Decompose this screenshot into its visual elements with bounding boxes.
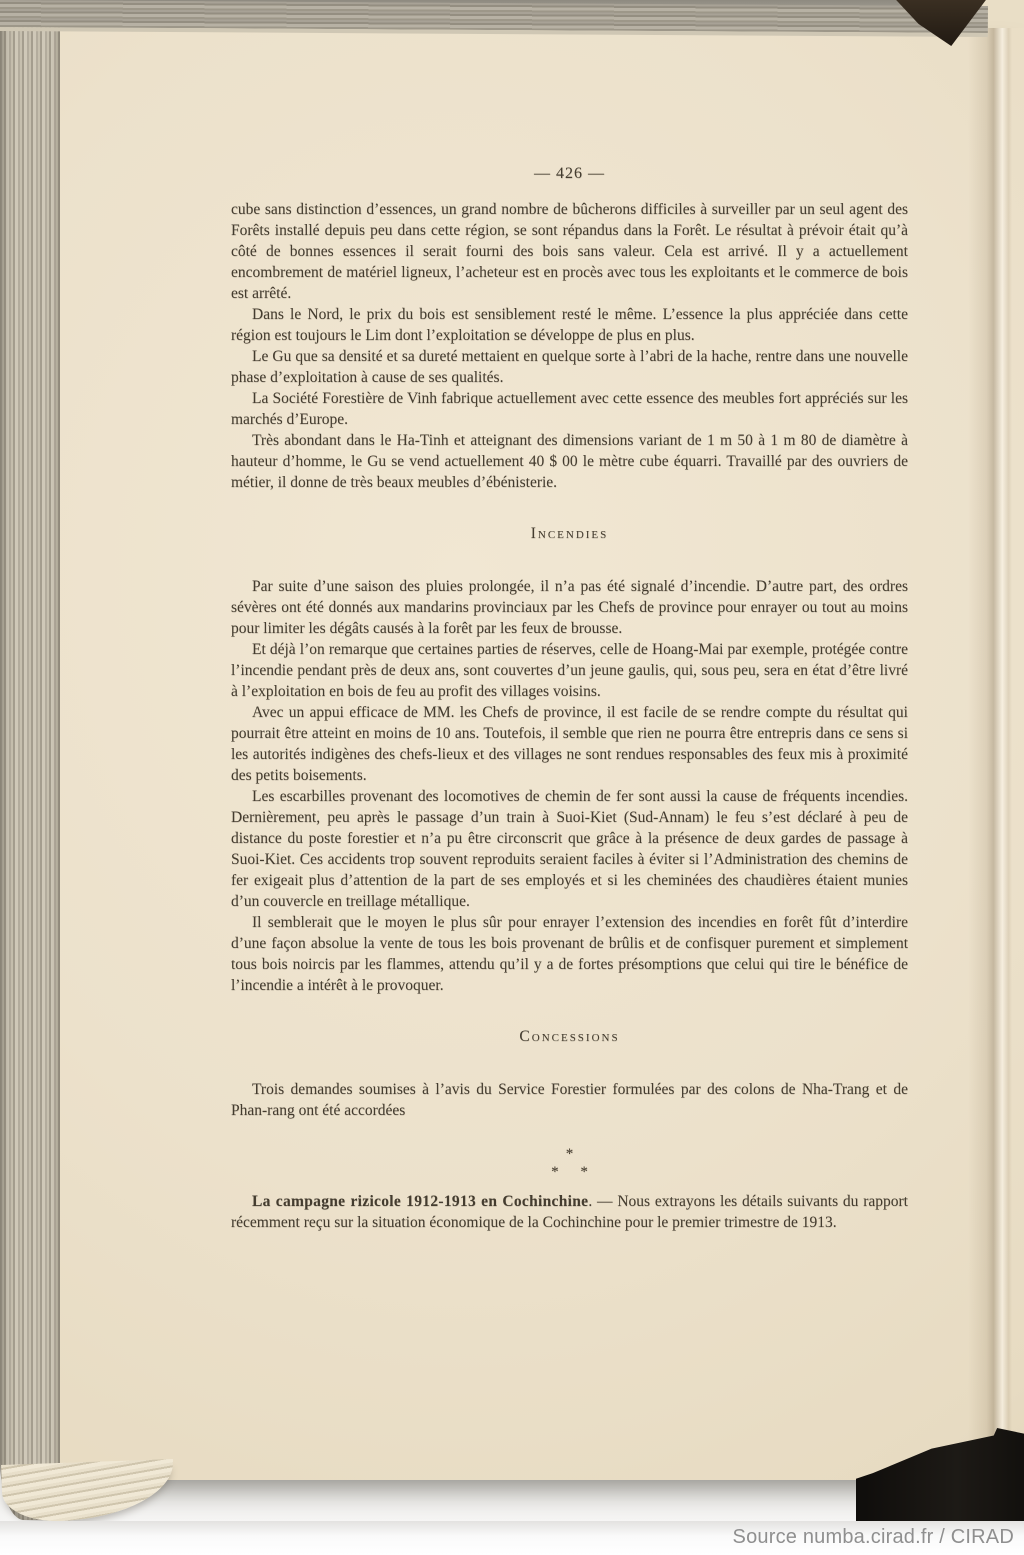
paragraph: [231, 430, 908, 493]
paragraph: [231, 1191, 908, 1233]
paragraph: [231, 576, 908, 639]
asterisk-separator: [231, 1145, 908, 1181]
separator-star-row: * *: [551, 1164, 588, 1180]
paragraph-text: . — Nous extrayons les détails suivants du rapport récemment reçu sur la situation économique de la Cochinchine pour le premier trimestre de 1913.: [231, 1193, 908, 1231]
paragraph: [231, 786, 908, 912]
paragraph: [231, 1079, 908, 1121]
paragraph: [231, 702, 908, 786]
page-content: [231, 199, 908, 1233]
book-top-page-edges: [0, 0, 988, 37]
paragraph-text: Les escarbilles provenant des locomotives de chemin de fer sont aussi la cause de fréquents incendies. Dernièrement, peu après le passage d’un train à Suoi-Kiet (Sud-Annam) le feu s’est déclaré à peu de distance du poste forestier et n’a pu être circonscrit que grâce à la présence de deux gardes de passage à Suoi-Kiet. Ces accidents trop souvent reproduits seraient faciles à éviter si l’Administration des chemins de fer exigeait plus d’attention de la part de ses employés et si les cheminées des chaudières étaient munies d’un couvercle en treillage métallique.: [231, 788, 908, 910]
page-curl-bottom-left: [1, 1459, 175, 1523]
paragraph: [231, 912, 908, 996]
paragraph-text: Avec un appui efficace de MM. les Chefs de province, il est facile de se rendre compte du résultat qui pourrait être atteint en moins de 10 ans. Toutefois, il semble que rien ne pourra être entrepris dans ce sens si les autorités indigènes des chefs-lieux et des villages ne sont rendues responsables des feux mis à proximité des petits boisements.: [231, 704, 908, 784]
section-heading: Incendies: [530, 525, 609, 542]
paragraph-text: Et déjà l’on remarque que certaines parties de réserves, celle de Hoang-Mai par exemple, protégée contre l’incendie pendant près de deux ans, sont couvertes d’un jeune gaulis, qui, sous peu, sera en état d’être livré à l’exploitation en bois de feu au profit des villages voisins.: [231, 641, 908, 700]
paragraph-text: La Société Forestière de Vinh fabrique actuellement avec cette essence des meubles fort appréciés sur les marchés d’Europe.: [231, 390, 908, 428]
paragraph-text: Très abondant dans le Ha-Tinh et atteignant des dimensions variant de 1 m 50 à 1 m 80 de diamètre à hauteur d’homme, le Gu se vend actuellement 40 $ 00 le mètre cube équarri. Travaillé par des ouvriers de métier, il donne de très beaux meubles d’ébénisterie.: [231, 432, 908, 491]
paragraph-text: Dans le Nord, le prix du bois est sensiblement resté le même. L’essence la plus appréciée dans cette région est toujours le Lim dont l’exploitation se développe de plus en plus.: [231, 306, 908, 344]
paragraph-text: Il semblerait que le moyen le plus sûr pour enrayer l’extension des incendies en forêt fût d’interdire d’une façon absolue la vente de tous les bois provenant de brûlis et de confisquer purement et simplement tous bois noircis par les flammes, attendu qu’il y a de fortes présomptions que celui qui tire le bénéfice de l’incendie a intérêt à le provoquer.: [231, 914, 908, 994]
paragraph: [231, 346, 908, 388]
paragraph-text: Le Gu que sa densité et sa dureté mettaient en quelque sorte à l’abri de la hache, rentre dans une nouvelle phase d’exploitation à cause de ses qualités.: [231, 348, 908, 386]
paragraph-text: Trois demandes soumises à l’avis du Service Forestier formulées par des colons de Nha-Trang et de Phan-rang ont été accordées: [231, 1081, 908, 1119]
paragraph: [231, 199, 908, 304]
gutter-crease: [968, 28, 1012, 1480]
page-number: — 426 —: [534, 165, 605, 182]
book-left-page-edges: [0, 24, 60, 1520]
paragraph-bold-lead: La campagne rizicole 1912-1913 en Cochinchine: [252, 1193, 589, 1210]
source-credit: Source numba.cirad.fr / CIRAD: [732, 1526, 1014, 1548]
paragraph: [231, 639, 908, 702]
paragraph-text: Par suite d’une saison des pluies prolongée, il n’a pas été signalé d’incendie. D’autre part, des ordres sévères ont été donnés aux mandarins provinciaux par les Chefs de province pour enrayer ou tout au moins pour limiter les dégâts causés à la forêt par les feux de brousse.: [231, 578, 908, 637]
paragraph: [231, 304, 908, 346]
paragraph-text: cube sans distinction d’essences, un grand nombre de bûcherons difficiles à surveiller par un seul agent des Forêts installé depuis peu dans cette région, se sont répandus dans la Forêt. Le résultat à prévoir était qu’à côté de bonnes essences il serait fourni des bois sans valeur. Cela est arrivé. Il y a actuellement encombrement de matériel ligneux, l’acheteur est en procès avec tous les exploitants et le commerce de bois est arrêté.: [231, 201, 908, 302]
section-heading: Concessions: [519, 1028, 620, 1045]
page-text: [231, 163, 908, 1233]
paragraph: [231, 388, 908, 430]
separator-star-top: *: [565, 1146, 574, 1162]
